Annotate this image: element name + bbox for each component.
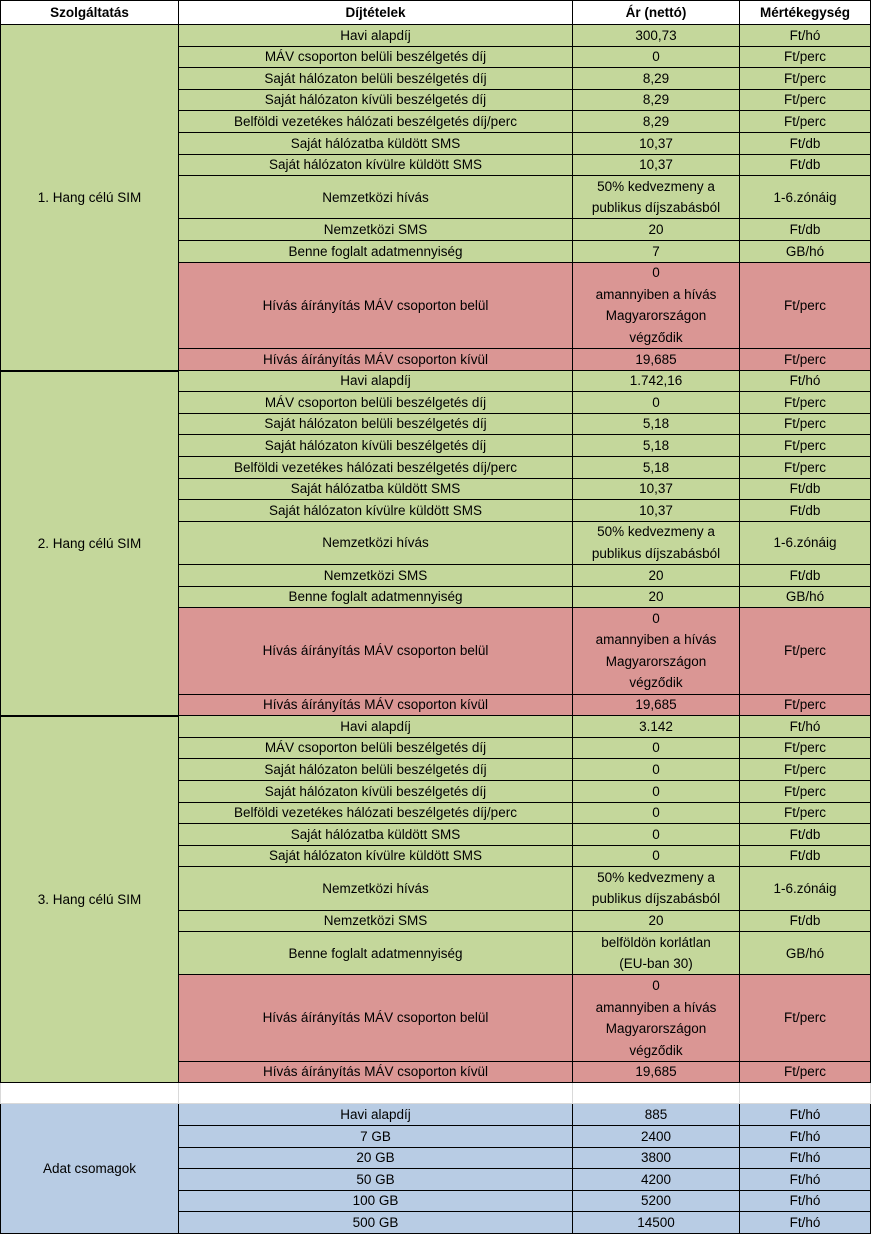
price-cell	[573, 846, 740, 868]
price-cell-line: 3800	[640, 1150, 672, 1166]
price-cell-line: publikus díjszabásból	[591, 545, 721, 561]
price-cell-line: 19,685	[635, 351, 677, 367]
item-cell-text: Nemzetközi SMS	[323, 567, 428, 583]
price-cell-line: 0	[652, 978, 660, 994]
unit-cell	[740, 911, 871, 933]
header-item	[179, 0, 573, 25]
item-cell-text: Belföldi vezetékes hálózati beszélgetés díj/perc	[234, 459, 517, 475]
service-cell-text: 1. Hang célú SIM	[37, 189, 142, 205]
unit-cell	[740, 867, 871, 910]
price-cell	[573, 90, 740, 112]
item-cell-text: Nemzetközi hívás	[322, 880, 429, 896]
item-cell-text: Hívás áírányítás MÁV csoporton belül	[262, 297, 489, 313]
unit-cell	[740, 1148, 871, 1170]
item-cell-text: 7 GB	[360, 1128, 391, 1144]
item-cell	[179, 68, 573, 90]
item-cell-text: Hívás áírányítás MÁV csoporton kívül	[262, 697, 489, 713]
unit-cell	[740, 479, 871, 501]
unit-cell-text: 1-6.zónáig	[773, 880, 837, 896]
item-cell	[179, 1148, 573, 1170]
unit-cell-text: Ft/db	[789, 221, 821, 237]
item-cell-text: Nemzetközi SMS	[323, 221, 428, 237]
item-cell	[179, 1169, 573, 1191]
price-cell	[573, 1191, 740, 1213]
header-price-text: Ár (nettó)	[625, 4, 687, 20]
price-cell	[573, 263, 740, 349]
price-cell-line: 50% kedvezmeny a	[597, 178, 715, 194]
unit-cell	[740, 392, 871, 414]
item-cell-text: 20 GB	[356, 1150, 395, 1166]
price-cell	[573, 975, 740, 1061]
unit-cell	[740, 435, 871, 457]
price-cell-line: 20	[648, 589, 664, 605]
price-cell	[573, 522, 740, 565]
item-cell	[179, 263, 573, 349]
unit-cell	[740, 608, 871, 694]
price-cell-line: 5,18	[642, 459, 670, 475]
item-cell-text: Saját hálózatba küldött SMS	[290, 826, 461, 842]
item-cell	[179, 522, 573, 565]
item-cell	[179, 716, 573, 738]
item-cell-text: 500 GB	[352, 1214, 399, 1230]
item-cell-text: Saját hálózaton belüli beszélgetés díj	[264, 70, 487, 86]
spacer-cell	[0, 1083, 179, 1104]
price-cell-line: 20	[648, 567, 664, 583]
unit-cell	[740, 565, 871, 587]
service-cell	[0, 716, 179, 1083]
item-cell	[179, 155, 573, 177]
unit-cell-text: Ft/perc	[783, 297, 826, 313]
price-cell-line: amannyiben a hívás	[595, 632, 717, 648]
price-cell-line: 885	[644, 1106, 668, 1122]
unit-cell	[740, 1191, 871, 1213]
unit-cell-text: Ft/perc	[783, 805, 826, 821]
unit-cell	[740, 500, 871, 522]
service-cell-text: Adat csomagok	[42, 1160, 137, 1176]
item-cell	[179, 111, 573, 133]
price-cell	[573, 349, 740, 371]
unit-cell-text: Ft/hó	[789, 373, 821, 389]
price-cell	[573, 68, 740, 90]
unit-cell	[740, 241, 871, 263]
item-cell-text: Saját hálózatba küldött SMS	[290, 481, 461, 497]
price-cell-line: 0	[652, 740, 660, 756]
item-cell	[179, 608, 573, 694]
unit-cell-text: Ft/hó	[789, 1214, 821, 1230]
item-cell	[179, 781, 573, 803]
unit-cell	[740, 975, 871, 1061]
price-cell	[573, 695, 740, 717]
unit-cell	[740, 68, 871, 90]
price-cell-line: amannyiben a hívás	[595, 999, 717, 1015]
unit-cell	[740, 349, 871, 371]
price-cell-line: végződik	[629, 329, 683, 345]
item-cell	[179, 867, 573, 910]
unit-cell-text: Ft/perc	[783, 697, 826, 713]
unit-cell-text: Ft/db	[789, 848, 821, 864]
price-cell-line: 0	[652, 49, 660, 65]
unit-cell	[740, 932, 871, 975]
item-cell-text: Hívás áírányítás MÁV csoporton belül	[262, 643, 489, 659]
price-cell	[573, 565, 740, 587]
item-cell-text: MÁV csoporton belüli beszélgetés díj	[264, 394, 487, 410]
price-cell-line: Magyarországon	[605, 308, 707, 324]
service-cell	[0, 25, 179, 371]
item-cell-text: MÁV csoporton belüli beszélgetés díj	[264, 740, 487, 756]
price-cell-line: 1.742,16	[629, 373, 683, 389]
item-cell-text: Nemzetközi hívás	[322, 189, 429, 205]
item-cell	[179, 414, 573, 436]
unit-cell-text: Ft/perc	[783, 394, 826, 410]
service-cell	[0, 1104, 179, 1234]
unit-cell-text: GB/hó	[785, 945, 825, 961]
item-cell-text: Benne foglalt adatmennyiség	[288, 945, 463, 961]
price-cell	[573, 414, 740, 436]
unit-cell-text: Ft/perc	[783, 643, 826, 659]
price-cell-line: 5,18	[642, 437, 670, 453]
price-cell-line: publikus díjszabásból	[591, 891, 721, 907]
item-cell	[179, 479, 573, 501]
service-cell	[0, 371, 179, 717]
unit-cell	[740, 716, 871, 738]
item-cell-text: Saját hálózaton kívülre küldött SMS	[268, 157, 483, 173]
unit-cell	[740, 695, 871, 717]
unit-cell	[740, 457, 871, 479]
item-cell-text: Havi alapdíj	[340, 718, 411, 734]
unit-cell	[740, 1062, 871, 1084]
header-service	[0, 0, 179, 25]
item-cell-text: MÁV csoporton belüli beszélgetés díj	[264, 49, 487, 65]
item-cell-text: Havi alapdíj	[340, 373, 411, 389]
price-cell	[573, 500, 740, 522]
unit-cell-text: Ft/db	[789, 135, 821, 151]
unit-cell	[740, 133, 871, 155]
unit-cell	[740, 25, 871, 47]
price-cell	[573, 371, 740, 393]
price-cell	[573, 479, 740, 501]
unit-cell	[740, 414, 871, 436]
unit-cell	[740, 759, 871, 781]
unit-cell-text: Ft/perc	[783, 70, 826, 86]
service-cell-text: 2. Hang célú SIM	[37, 535, 142, 551]
price-cell	[573, 47, 740, 69]
price-cell	[573, 111, 740, 133]
unit-cell	[740, 90, 871, 112]
item-cell	[179, 824, 573, 846]
item-cell-text: Belföldi vezetékes hálózati beszélgetés díj/perc	[234, 113, 517, 129]
unit-cell-text: Ft/hó	[789, 1171, 821, 1187]
item-cell-text: Hívás áírányítás MÁV csoporton kívül	[262, 351, 489, 367]
price-cell-line: 300,73	[635, 27, 677, 43]
item-cell	[179, 975, 573, 1061]
price-cell	[573, 241, 740, 263]
spacer-cell	[179, 1083, 573, 1104]
header-price	[573, 0, 740, 25]
price-cell	[573, 1062, 740, 1084]
price-cell	[573, 738, 740, 760]
item-cell	[179, 1104, 573, 1126]
item-cell-text: Saját hálózaton kívüli beszélgetés díj	[264, 437, 487, 453]
price-cell-line: 50% kedvezmeny a	[597, 869, 715, 885]
unit-cell-text: Ft/perc	[783, 459, 826, 475]
item-cell-text: Hívás áírányítás MÁV csoporton belül	[262, 1010, 489, 1026]
price-cell	[573, 1169, 740, 1191]
header-item-text: Díjtételek	[345, 4, 406, 20]
unit-cell-text: 1-6.zónáig	[773, 189, 837, 205]
price-cell	[573, 176, 740, 219]
price-cell	[573, 25, 740, 47]
price-cell	[573, 608, 740, 694]
item-cell	[179, 1191, 573, 1213]
unit-cell-text: Ft/db	[789, 157, 821, 173]
price-cell	[573, 716, 740, 738]
price-cell	[573, 1212, 740, 1234]
unit-cell	[740, 155, 871, 177]
item-cell	[179, 911, 573, 933]
unit-cell-text: GB/hó	[785, 243, 825, 259]
item-cell	[179, 695, 573, 717]
item-cell	[179, 759, 573, 781]
unit-cell-text: Ft/hó	[789, 1193, 821, 1209]
item-cell-text: 50 GB	[356, 1171, 395, 1187]
item-cell	[179, 803, 573, 825]
price-cell-line: 5200	[640, 1193, 672, 1209]
item-cell-text: Belföldi vezetékes hálózati beszélgetés díj/perc	[234, 805, 517, 821]
price-cell-line: 20	[648, 221, 664, 237]
unit-cell	[740, 176, 871, 219]
unit-cell-text: Ft/perc	[783, 49, 826, 65]
item-cell-text: Hívás áírányítás MÁV csoporton kívül	[262, 1064, 489, 1080]
item-cell	[179, 176, 573, 219]
price-cell-line: belföldön korlátlan	[601, 934, 711, 950]
unit-cell-text: Ft/hó	[789, 1128, 821, 1144]
unit-cell-text: Ft/perc	[783, 1064, 826, 1080]
unit-cell	[740, 371, 871, 393]
unit-cell-text: Ft/perc	[783, 783, 826, 799]
service-cell-text: 3. Hang célú SIM	[37, 892, 142, 908]
unit-cell	[740, 824, 871, 846]
price-cell	[573, 867, 740, 910]
unit-cell-text: GB/hó	[785, 589, 825, 605]
item-cell	[179, 392, 573, 414]
unit-cell-text: Ft/hó	[789, 718, 821, 734]
price-cell-line: 20	[648, 913, 664, 929]
price-cell-line: 3.142	[639, 718, 673, 734]
header-unit-text: Mértékegység	[759, 4, 851, 20]
price-cell-line: 8,29	[642, 92, 670, 108]
price-cell-line: 10,37	[639, 135, 673, 151]
unit-cell-text: Ft/db	[789, 502, 821, 518]
price-cell-line: végződik	[629, 1042, 683, 1058]
price-cell-line: 0	[652, 826, 660, 842]
price-cell	[573, 155, 740, 177]
item-cell-text: Saját hálózaton kívülre küldött SMS	[268, 848, 483, 864]
price-cell-line: 7	[652, 243, 660, 259]
item-cell	[179, 565, 573, 587]
unit-cell-text: Ft/perc	[783, 437, 826, 453]
item-cell-text: Havi alapdíj	[340, 27, 411, 43]
unit-cell	[740, 781, 871, 803]
unit-cell-text: 1-6.zónáig	[773, 535, 837, 551]
item-cell	[179, 435, 573, 457]
price-cell	[573, 911, 740, 933]
price-cell	[573, 1104, 740, 1126]
price-cell-line: 10,37	[639, 157, 673, 173]
unit-cell	[740, 803, 871, 825]
price-cell-line: 0	[652, 265, 660, 281]
item-cell	[179, 500, 573, 522]
unit-cell-text: Ft/hó	[789, 1106, 821, 1122]
unit-cell	[740, 1104, 871, 1126]
unit-cell-text: Ft/hó	[789, 27, 821, 43]
unit-cell-text: Ft/db	[789, 826, 821, 842]
price-cell-line: 0	[652, 761, 660, 777]
item-cell	[179, 1126, 573, 1148]
price-cell-line: 4200	[640, 1171, 672, 1187]
price-cell-line: 0	[652, 610, 660, 626]
unit-cell-text: Ft/perc	[783, 92, 826, 108]
price-cell-line: 0	[652, 783, 660, 799]
item-cell	[179, 90, 573, 112]
unit-cell-text: Ft/db	[789, 913, 821, 929]
unit-cell	[740, 1212, 871, 1234]
price-cell	[573, 759, 740, 781]
spacer-cell	[740, 1083, 871, 1104]
item-cell-text: Saját hálózaton kívülre küldött SMS	[268, 502, 483, 518]
price-cell-line: 50% kedvezmeny a	[597, 524, 715, 540]
item-cell	[179, 47, 573, 69]
item-cell	[179, 371, 573, 393]
item-cell-text: Saját hálózatba küldött SMS	[290, 135, 461, 151]
price-cell-line: 2400	[640, 1128, 672, 1144]
price-cell-line: végződik	[629, 675, 683, 691]
price-cell-line: publikus díjszabásból	[591, 200, 721, 216]
price-cell	[573, 457, 740, 479]
price-cell	[573, 781, 740, 803]
item-cell	[179, 457, 573, 479]
price-cell	[573, 1126, 740, 1148]
unit-cell	[740, 111, 871, 133]
unit-cell	[740, 1169, 871, 1191]
unit-cell-text: Ft/perc	[783, 740, 826, 756]
unit-cell-text: Ft/hó	[789, 1150, 821, 1166]
unit-cell-text: Ft/perc	[783, 351, 826, 367]
item-cell	[179, 1062, 573, 1084]
price-cell-line: 14500	[637, 1214, 675, 1230]
unit-cell-text: Ft/perc	[783, 1010, 826, 1026]
price-cell-line: 0	[652, 394, 660, 410]
unit-cell-text: Ft/perc	[783, 113, 826, 129]
price-cell-line: 19,685	[635, 1064, 677, 1080]
spacer-cell	[573, 1083, 740, 1104]
price-cell-line: Magyarországon	[605, 653, 707, 669]
price-cell	[573, 392, 740, 414]
unit-cell	[740, 846, 871, 868]
item-cell-text: Benne foglalt adatmennyiség	[288, 589, 463, 605]
unit-cell	[740, 738, 871, 760]
item-cell	[179, 932, 573, 975]
price-cell	[573, 932, 740, 975]
unit-cell	[740, 522, 871, 565]
price-cell-line: 8,29	[642, 70, 670, 86]
price-cell-line: (EU-ban 30)	[619, 956, 693, 972]
item-cell-text: Saját hálózaton kívüli beszélgetés díj	[264, 783, 487, 799]
price-cell	[573, 435, 740, 457]
price-cell	[573, 803, 740, 825]
item-cell	[179, 1212, 573, 1234]
unit-cell	[740, 1126, 871, 1148]
unit-cell	[740, 219, 871, 241]
item-cell-text: Saját hálózaton belüli beszélgetés díj	[264, 761, 487, 777]
item-cell-text: Nemzetközi hívás	[322, 535, 429, 551]
item-cell	[179, 349, 573, 371]
price-cell-line: 10,37	[639, 502, 673, 518]
price-cell-line: 8,29	[642, 113, 670, 129]
price-cell	[573, 219, 740, 241]
unit-cell	[740, 263, 871, 349]
item-cell-text: Nemzetközi SMS	[323, 913, 428, 929]
item-cell-text: Saját hálózaton kívüli beszélgetés díj	[264, 92, 487, 108]
price-cell-line: Magyarországon	[605, 1021, 707, 1037]
item-cell-text: Havi alapdíj	[340, 1106, 411, 1122]
unit-cell-text: Ft/perc	[783, 416, 826, 432]
price-cell	[573, 133, 740, 155]
item-cell-text: 100 GB	[352, 1193, 399, 1209]
price-cell-line: 5,18	[642, 416, 670, 432]
unit-cell	[740, 47, 871, 69]
header-unit	[740, 0, 871, 25]
header-service-text: Szolgáltatás	[50, 4, 129, 20]
price-cell-line: 0	[652, 848, 660, 864]
unit-cell-text: Ft/db	[789, 481, 821, 497]
item-cell-text: Saját hálózaton belüli beszélgetés díj	[264, 416, 487, 432]
item-cell-text: Benne foglalt adatmennyiség	[288, 243, 463, 259]
price-cell	[573, 1148, 740, 1170]
item-cell	[179, 738, 573, 760]
price-cell-line: 10,37	[639, 481, 673, 497]
price-cell-line: amannyiben a hívás	[595, 286, 717, 302]
item-cell	[179, 219, 573, 241]
price-cell-line: 0	[652, 805, 660, 821]
price-cell	[573, 824, 740, 846]
item-cell	[179, 587, 573, 609]
unit-cell	[740, 587, 871, 609]
price-cell	[573, 587, 740, 609]
item-cell	[179, 133, 573, 155]
item-cell	[179, 241, 573, 263]
unit-cell-text: Ft/db	[789, 567, 821, 583]
price-cell-line: 19,685	[635, 697, 677, 713]
unit-cell-text: Ft/perc	[783, 761, 826, 777]
item-cell	[179, 25, 573, 47]
item-cell	[179, 846, 573, 868]
